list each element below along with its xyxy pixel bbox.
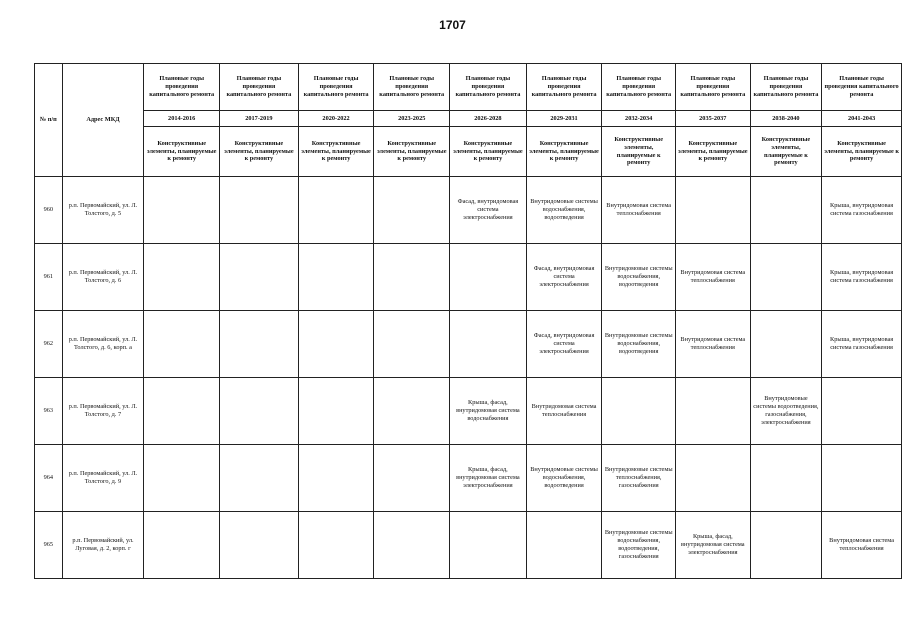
row-number: 964 [35,445,63,512]
row-number: 963 [35,378,63,445]
table-cell [298,378,374,445]
table-cell [822,445,902,512]
table-cell: Фасад, внутридомовая система электроснабжения [526,311,602,378]
row-address: р.п. Первомайский, ул. Л. Толстого, д. 5 [62,177,144,244]
table-cell [374,177,450,244]
table-cell [676,445,751,512]
table-cell: Фасад, внутридомовая система электроснабжения [526,244,602,311]
header-period-years: 2041-2043 [822,111,902,127]
table-body [35,177,902,579]
header-period-years: 2035-2037 [676,111,751,127]
table-cell [374,445,450,512]
table-cell [144,244,220,311]
table-cell [526,512,602,579]
table-cell: Внутридомовая система теплоснабжения [602,177,676,244]
table-cell: Внутридомовые системы теплоснабжения, газоснабжения [602,445,676,512]
header-period-title: Плановые годы проведения капитального ремонта [602,64,676,111]
table-row [35,445,902,512]
table-cell [144,177,220,244]
table-cell [144,445,220,512]
table-cell: Внутридомовая система теплоснабжения [676,244,751,311]
table-cell [822,378,902,445]
header-elements: Конструктивные элементы, планируемые к ремонту [298,127,374,177]
header-period-title: Плановые годы проведения капитального ремонта [144,64,220,111]
row-number: 960 [35,177,63,244]
table-cell [298,445,374,512]
table-cell [220,445,299,512]
header-num: № п/п [35,64,63,177]
table-cell: Крыша, фасад, внутридомовая система электроснабжения [676,512,751,579]
table-cell: Внутридомовые системы водоснабжения, водоотведения [602,244,676,311]
table-cell: Внутридомовые системы водоснабжения, водоотведения, газоснабжения [602,512,676,579]
row-address: р.п. Первомайский, ул. Л. Толстого, д. 9 [62,445,144,512]
header-period-title: Плановые годы проведения капитального ремонта [450,64,527,111]
table-cell [750,445,822,512]
header-elements: Конструктивные элементы, планируемые к ремонту [450,127,527,177]
header-elements: Конструктивные элементы, планируемые к ремонту [220,127,299,177]
page-number: 1707 [439,18,466,32]
table-row [35,378,902,445]
table-row [35,512,902,579]
header-period-title: Плановые годы проведения капитального ремонта [374,64,450,111]
header-period-title: Плановые годы проведения капитального ремонта [526,64,602,111]
row-address: р.п. Первомайский, ул. Луговая, д. 2, корп. г [62,512,144,579]
header-period-years: 2026-2028 [450,111,527,127]
table-cell: Крыша, фасад, внутридомовая система водоснабжения [450,378,527,445]
table-cell [374,244,450,311]
header-elements: Конструктивные элементы, планируемые к ремонту [822,127,902,177]
table-cell [144,378,220,445]
row-address: р.п. Первомайский, ул. Л. Толстого, д. 6, корп. а [62,311,144,378]
table-cell [374,512,450,579]
table-cell: Крыша, фасад, внутридомовая система электроснабжения [450,445,527,512]
header-period-years: 2020-2022 [298,111,374,127]
table-cell: Крыша, внутридомовая система газоснабжения [822,177,902,244]
table-cell [220,177,299,244]
header-period-years: 2029-2031 [526,111,602,127]
header-period-title: Плановые годы проведения капитального ремонта [220,64,299,111]
header-elements: Конструктивные элементы, планируемые к ремонту [676,127,751,177]
header-elements: Конструктивные элементы, планируемые к ремонту [374,127,450,177]
repair-schedule-table [34,63,902,579]
row-address: р.п. Первомайский, ул. Л. Толстого, д. 7 [62,378,144,445]
table-cell [602,378,676,445]
header-period-years: 2023-2025 [374,111,450,127]
table-cell [450,244,527,311]
header-period-title: Плановые годы проведения капитального ремонта [822,64,902,111]
header-period-years: 2017-2019 [220,111,299,127]
table-cell [374,311,450,378]
table-cell [220,311,299,378]
header-period-years: 2014-2016 [144,111,220,127]
header-elements: Конструктивные элементы, планируемые к ремонту [602,127,676,177]
header-elements: Конструктивные элементы, планируемые к ремонту [750,127,822,177]
table-row [35,311,902,378]
header-elements: Конструктивные элементы, планируемые к ремонту [526,127,602,177]
table-cell: Внутридомовая система теплоснабжения [526,378,602,445]
table-cell [144,311,220,378]
table-cell [298,244,374,311]
table-cell: Внутридомовые системы водоснабжения, водоотведения [602,311,676,378]
table-cell [450,311,527,378]
table-cell [750,244,822,311]
table-cell: Внутридомовые системы водоснабжения, водоотведения [526,177,602,244]
table-cell [676,378,751,445]
row-number: 961 [35,244,63,311]
table-cell [220,244,299,311]
header-period-title: Плановые годы проведения капитального ремонта [298,64,374,111]
table-cell: Внутридомовая система теплоснабжения [676,311,751,378]
row-number: 965 [35,512,63,579]
table-cell [220,378,299,445]
header-address: Адрес МКД [62,64,144,177]
header-period-years: 2038-2040 [750,111,822,127]
table-cell: Внутридомовые системы водоснабжения, водоотведения [526,445,602,512]
table-cell [144,512,220,579]
table-row [35,244,902,311]
table-cell: Внутридомовая система теплоснабжения [822,512,902,579]
table-cell [676,177,751,244]
header-elements: Конструктивные элементы, планируемые к ремонту [144,127,220,177]
table-cell [750,177,822,244]
table-cell: Фасад, внутридомовая система электроснабжения [450,177,527,244]
row-number: 962 [35,311,63,378]
header-period-years: 2032-2034 [602,111,676,127]
table-row [35,177,902,244]
table-cell [750,512,822,579]
table-cell [220,512,299,579]
header-period-title: Плановые годы проведения капитального ремонта [676,64,751,111]
table-cell: Крыша, внутридомовая система газоснабжения [822,244,902,311]
table-cell [298,311,374,378]
table-cell [298,177,374,244]
table-cell [374,378,450,445]
header-period-title: Плановые годы проведения капитального ремонта [750,64,822,111]
table-cell: Крыша, внутридомовая система газоснабжения [822,311,902,378]
table-header [35,64,902,177]
table-cell [298,512,374,579]
table-cell [450,512,527,579]
table-cell [750,311,822,378]
row-address: р.п. Первомайский, ул. Л. Толстого, д. 6 [62,244,144,311]
table-cell: Внутридомовые системы водоотведения, газоснабжения, электроснабжения [750,378,822,445]
